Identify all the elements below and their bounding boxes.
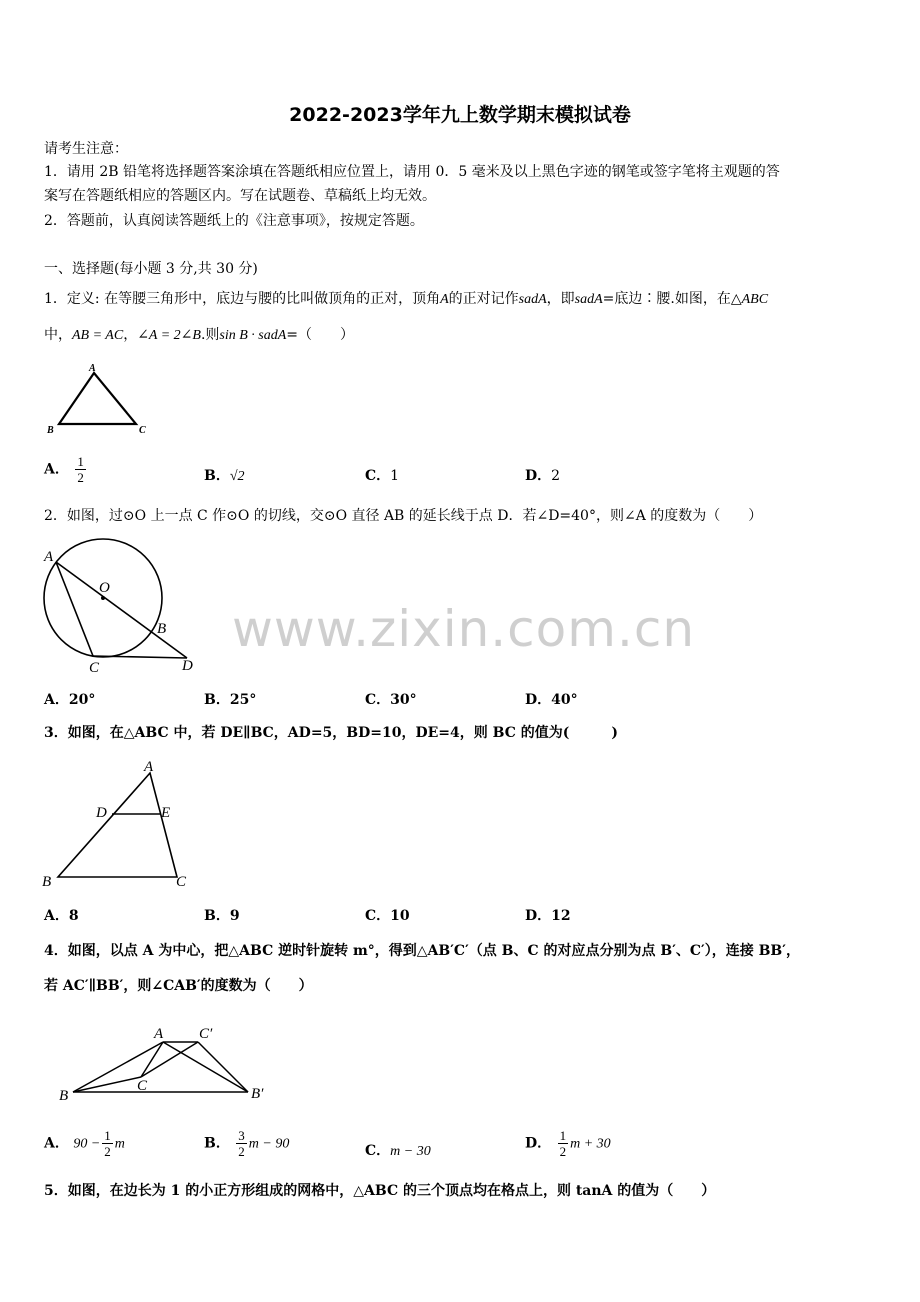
q2-label-d: D — [182, 658, 193, 674]
q2-label-o: O — [99, 580, 110, 596]
q1-option-d[interactable]: D．2 — [525, 468, 561, 484]
q3-label-d: D — [96, 805, 107, 821]
q2-option-d[interactable]: D．40° — [525, 692, 578, 708]
q4-option-a[interactable]: A． 90 − $\frac{1}{2}$ m — [44, 1128, 125, 1159]
q1-label-a: A — [89, 363, 96, 374]
notice-line-2: 2．答题前，认真阅读答题纸上的《注意事项》，按规定答题。 — [44, 213, 424, 229]
q4-line-1: 4．如图，以点 A 为中心，把△ABC 逆时针旋转 m°，得到△AB′C′（点 B、C 的对应点分别为点 B′、C′），连接 BB′， — [44, 943, 800, 959]
q2-option-a[interactable]: A．20° — [44, 692, 96, 708]
q4-option-b[interactable]: B． $\frac{3}{2}$ m − 90 — [204, 1128, 290, 1159]
q3-label-a: A — [144, 759, 154, 775]
q4-option-d[interactable]: D． $\frac{1}{2}$ m + 30 — [525, 1128, 611, 1159]
q2-circle-figure — [40, 535, 210, 675]
q2-label-a: A — [44, 549, 54, 565]
q3-option-c[interactable]: C．10 — [365, 908, 410, 924]
q3-label-e: E — [161, 805, 171, 821]
q2-option-b[interactable]: B．25° — [204, 692, 257, 708]
q2-text: 2．如图，过⊙O 上一点 C 作⊙O 的切线，交⊙O 直径 AB 的延长线于点 D．若∠D=40°，则∠A 的度数为（ ） — [44, 508, 763, 524]
watermark: www.zixin.com.cn — [232, 600, 696, 658]
q4-label-c: C — [137, 1078, 148, 1094]
q3-text: 3．如图，在△ABC 中，若 DE∥BC，AD=5，BD=10，DE=4，则 BC 的值为( ) — [44, 725, 618, 741]
q3-option-b[interactable]: B．9 — [204, 908, 240, 924]
q1-label-c: C — [139, 425, 146, 436]
q3-triangle-figure — [40, 755, 200, 890]
exam-title: 2022-2023学年九上数学期末模拟试卷 — [289, 104, 631, 126]
q1-option-b[interactable]: B．√2 — [204, 468, 245, 484]
q4-option-c[interactable]: C．m − 30 — [365, 1143, 431, 1159]
q3-option-a[interactable]: A．8 — [44, 908, 79, 924]
q3-option-d[interactable]: D．12 — [525, 908, 571, 924]
q3-label-c: C — [176, 874, 187, 890]
q4-label-a: A — [154, 1026, 164, 1042]
q4-label-c-prime: C′ — [199, 1026, 213, 1042]
notice-heading: 请考生注意： — [44, 141, 128, 157]
q1-triangle-figure — [44, 360, 164, 440]
notice-line-1a: 1．请用 2B 铅笔将选择题答案涂填在答题纸相应位置上，请用 0．5 毫米及以上黑色字迹的钢笔或签字笔将主观题的答 — [44, 164, 780, 180]
section-heading: 一、选择题(每小题 3 分,共 30 分) — [44, 261, 258, 277]
q2-label-c: C — [89, 660, 100, 675]
q1-option-a[interactable]: A． $\frac{1}{2}$ — [44, 454, 84, 485]
q1-line-2: 中，AB = AC，∠A = 2∠B.则sin B · sadA=（ ） — [44, 327, 355, 343]
q1-option-c[interactable]: C．1 — [365, 468, 400, 484]
q1-label-b: B — [47, 425, 54, 436]
notice-line-1b: 案写在答题纸相应的答题区内。写在试题卷、草稿纸上均无效。 — [44, 188, 436, 204]
q4-label-b-prime: B′ — [251, 1086, 264, 1102]
q1-line-1: 1．定义: 在等腰三角形中，底边与腰的比叫做顶角的正对，顶角A的正对记作sadA，即sadA=底边∶腰.如图，在△ABC — [44, 291, 769, 307]
q4-rotation-figure — [55, 1022, 285, 1112]
q5-text: 5．如图，在边长为 1 的小正方形组成的网格中，△ABC 的三个顶点均在格点上，则 tanA 的值为（ ） — [44, 1183, 716, 1199]
q4-line-2: 若 AC′∥BB′，则∠CAB′的度数为（ ） — [44, 978, 313, 994]
q4-label-b: B — [59, 1088, 69, 1104]
q2-option-c[interactable]: C．30° — [365, 692, 417, 708]
q2-label-b: B — [157, 621, 167, 637]
q3-label-b: B — [42, 874, 52, 890]
